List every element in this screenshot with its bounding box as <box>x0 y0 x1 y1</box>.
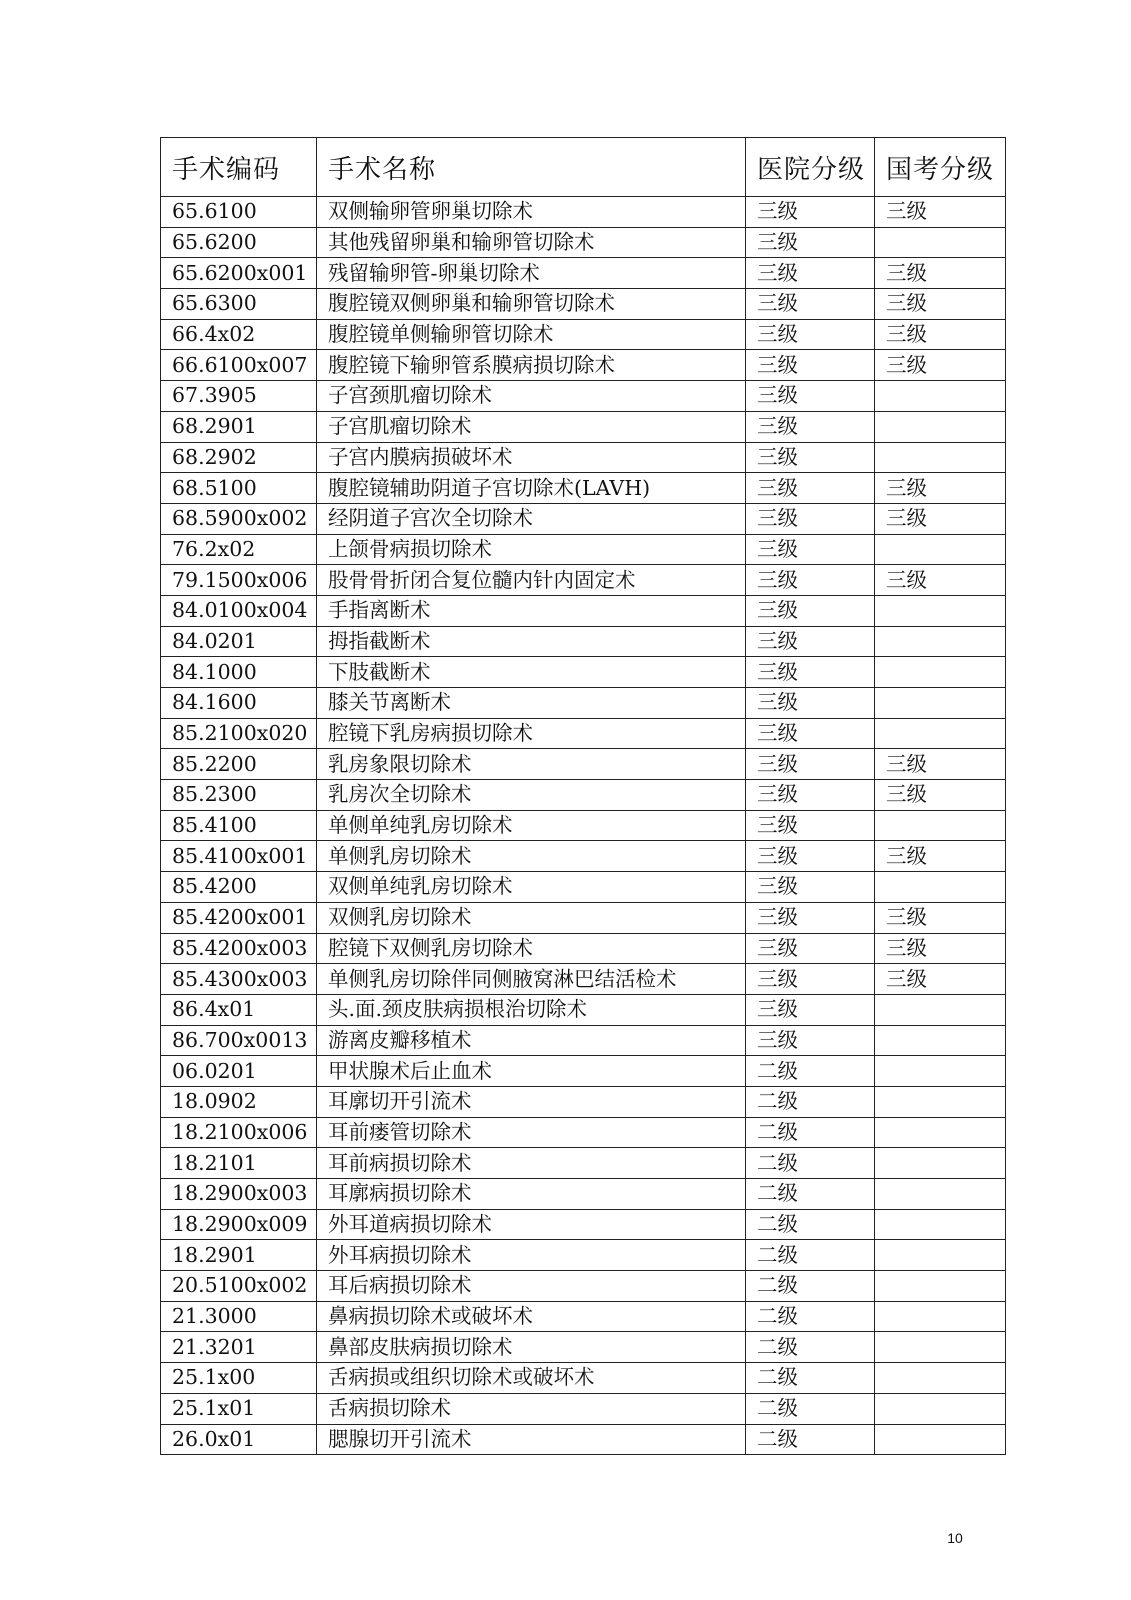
cell-code: 85.2300 <box>161 780 317 811</box>
cell-national-grade <box>875 657 1006 688</box>
cell-hospital-grade: 三级 <box>746 902 875 933</box>
table-row <box>161 1025 1006 1056</box>
table-row <box>161 1332 1006 1363</box>
table-row <box>161 319 1006 350</box>
cell-national-grade <box>875 1025 1006 1056</box>
cell-name: 子宫内膜病损破坏术 <box>317 442 746 473</box>
cell-hospital-grade: 二级 <box>746 1301 875 1332</box>
cell-national-grade <box>875 1086 1006 1117</box>
cell-national-grade: 三级 <box>875 964 1006 995</box>
cell-national-grade <box>875 994 1006 1025</box>
cell-name: 子宫颈肌瘤切除术 <box>317 381 746 412</box>
cell-national-grade: 三级 <box>875 749 1006 780</box>
table-row <box>161 657 1006 688</box>
cell-name: 单侧乳房切除术 <box>317 841 746 872</box>
cell-name: 耳廓切开引流术 <box>317 1086 746 1117</box>
cell-code: 85.2200 <box>161 749 317 780</box>
table-body <box>161 197 1006 1455</box>
cell-national-grade: 三级 <box>875 197 1006 228</box>
cell-code: 68.2901 <box>161 411 317 442</box>
cell-hospital-grade: 三级 <box>746 258 875 289</box>
cell-code: 85.4100 <box>161 810 317 841</box>
table-row <box>161 565 1006 596</box>
table-row <box>161 994 1006 1025</box>
cell-national-grade: 三级 <box>875 258 1006 289</box>
cell-code: 85.2100x020 <box>161 718 317 749</box>
cell-hospital-grade: 三级 <box>746 780 875 811</box>
cell-code: 68.2902 <box>161 442 317 473</box>
cell-hospital-grade: 三级 <box>746 841 875 872</box>
table-row <box>161 350 1006 381</box>
cell-national-grade: 三级 <box>875 350 1006 381</box>
cell-hospital-grade: 三级 <box>746 565 875 596</box>
table-row <box>161 411 1006 442</box>
table-row <box>161 1179 1006 1210</box>
cell-national-grade <box>875 1271 1006 1302</box>
cell-name: 乳房象限切除术 <box>317 749 746 780</box>
cell-hospital-grade: 三级 <box>746 534 875 565</box>
cell-name: 股骨骨折闭合复位髓内针内固定术 <box>317 565 746 596</box>
cell-hospital-grade: 二级 <box>746 1271 875 1302</box>
table-row <box>161 749 1006 780</box>
cell-code: 26.0x01 <box>161 1424 317 1455</box>
table-row <box>161 1240 1006 1271</box>
cell-hospital-grade: 二级 <box>746 1148 875 1179</box>
cell-national-grade <box>875 810 1006 841</box>
cell-national-grade <box>875 1056 1006 1087</box>
cell-code: 85.4300x003 <box>161 964 317 995</box>
cell-name: 残留输卵管-卵巢切除术 <box>317 258 746 289</box>
cell-name: 游离皮瓣移植术 <box>317 1025 746 1056</box>
cell-national-grade <box>875 718 1006 749</box>
header-national-grade: 国考分级 <box>875 138 1006 197</box>
cell-code: 18.2900x009 <box>161 1209 317 1240</box>
table-row <box>161 1117 1006 1148</box>
cell-hospital-grade: 三级 <box>746 595 875 626</box>
cell-code: 25.1x01 <box>161 1393 317 1424</box>
cell-hospital-grade: 二级 <box>746 1363 875 1394</box>
cell-hospital-grade: 三级 <box>746 964 875 995</box>
cell-code: 65.6100 <box>161 197 317 228</box>
cell-name: 甲状腺术后止血术 <box>317 1056 746 1087</box>
cell-national-grade: 三级 <box>875 780 1006 811</box>
cell-code: 67.3905 <box>161 381 317 412</box>
cell-name: 其他残留卵巢和输卵管切除术 <box>317 227 746 258</box>
cell-national-grade: 三级 <box>875 933 1006 964</box>
cell-national-grade: 三级 <box>875 319 1006 350</box>
cell-national-grade <box>875 688 1006 719</box>
cell-national-grade <box>875 1363 1006 1394</box>
cell-name: 腹腔镜双侧卵巢和输卵管切除术 <box>317 289 746 320</box>
table-row <box>161 1363 1006 1394</box>
cell-hospital-grade: 三级 <box>746 503 875 534</box>
cell-hospital-grade: 三级 <box>746 1025 875 1056</box>
cell-hospital-grade: 二级 <box>746 1209 875 1240</box>
cell-name: 单侧乳房切除伴同侧腋窝淋巴结活检术 <box>317 964 746 995</box>
header-code: 手术编码 <box>161 138 317 197</box>
cell-code: 85.4200x001 <box>161 902 317 933</box>
cell-national-grade <box>875 872 1006 903</box>
table-row <box>161 381 1006 412</box>
cell-national-grade <box>875 442 1006 473</box>
cell-hospital-grade: 三级 <box>746 473 875 504</box>
cell-code: 25.1x00 <box>161 1363 317 1394</box>
table-row <box>161 534 1006 565</box>
cell-name: 舌病损切除术 <box>317 1393 746 1424</box>
cell-hospital-grade: 三级 <box>746 718 875 749</box>
table-row <box>161 688 1006 719</box>
cell-code: 68.5900x002 <box>161 503 317 534</box>
cell-national-grade: 三级 <box>875 289 1006 320</box>
table-row <box>161 1393 1006 1424</box>
cell-name: 乳房次全切除术 <box>317 780 746 811</box>
page-number: 10 <box>947 1530 963 1546</box>
cell-code: 66.6100x007 <box>161 350 317 381</box>
cell-hospital-grade: 三级 <box>746 994 875 1025</box>
cell-name: 手指离断术 <box>317 595 746 626</box>
table-row <box>161 933 1006 964</box>
table-row <box>161 473 1006 504</box>
cell-name: 单侧单纯乳房切除术 <box>317 810 746 841</box>
cell-name: 双侧单纯乳房切除术 <box>317 872 746 903</box>
cell-national-grade <box>875 1301 1006 1332</box>
table-row <box>161 872 1006 903</box>
cell-code: 84.0100x004 <box>161 595 317 626</box>
cell-hospital-grade: 三级 <box>746 688 875 719</box>
cell-hospital-grade: 三级 <box>746 933 875 964</box>
cell-hospital-grade: 三级 <box>746 197 875 228</box>
cell-name: 双侧输卵管卵巢切除术 <box>317 197 746 228</box>
cell-hospital-grade: 三级 <box>746 810 875 841</box>
cell-code: 85.4100x001 <box>161 841 317 872</box>
cell-code: 20.5100x002 <box>161 1271 317 1302</box>
cell-name: 经阴道子宫次全切除术 <box>317 503 746 534</box>
cell-hospital-grade: 二级 <box>746 1117 875 1148</box>
cell-name: 子宫肌瘤切除术 <box>317 411 746 442</box>
cell-code: 06.0201 <box>161 1056 317 1087</box>
cell-hospital-grade: 三级 <box>746 381 875 412</box>
cell-name: 腹腔镜辅助阴道子宫切除术(LAVH) <box>317 473 746 504</box>
cell-code: 85.4200 <box>161 872 317 903</box>
procedure-table <box>160 137 1006 1455</box>
cell-code: 76.2x02 <box>161 534 317 565</box>
cell-national-grade <box>875 1332 1006 1363</box>
header-name: 手术名称 <box>317 138 746 197</box>
cell-hospital-grade: 二级 <box>746 1393 875 1424</box>
cell-code: 66.4x02 <box>161 319 317 350</box>
cell-code: 18.2101 <box>161 1148 317 1179</box>
cell-code: 85.4200x003 <box>161 933 317 964</box>
cell-national-grade <box>875 595 1006 626</box>
cell-national-grade: 三级 <box>875 473 1006 504</box>
cell-code: 79.1500x006 <box>161 565 317 596</box>
cell-code: 18.2900x003 <box>161 1179 317 1210</box>
cell-name: 耳廓病损切除术 <box>317 1179 746 1210</box>
cell-national-grade <box>875 1393 1006 1424</box>
table-row <box>161 595 1006 626</box>
cell-code: 18.0902 <box>161 1086 317 1117</box>
cell-name: 上颌骨病损切除术 <box>317 534 746 565</box>
cell-code: 21.3000 <box>161 1301 317 1332</box>
cell-national-grade <box>875 1209 1006 1240</box>
cell-national-grade <box>875 1148 1006 1179</box>
cell-national-grade <box>875 626 1006 657</box>
cell-code: 84.1000 <box>161 657 317 688</box>
cell-name: 外耳道病损切除术 <box>317 1209 746 1240</box>
table-row <box>161 1209 1006 1240</box>
cell-name: 耳前病损切除术 <box>317 1148 746 1179</box>
cell-national-grade <box>875 1117 1006 1148</box>
cell-code: 86.700x0013 <box>161 1025 317 1056</box>
cell-code: 18.2100x006 <box>161 1117 317 1148</box>
cell-name: 头.面.颈皮肤病损根治切除术 <box>317 994 746 1025</box>
cell-hospital-grade: 三级 <box>746 626 875 657</box>
cell-national-grade <box>875 1179 1006 1210</box>
cell-national-grade <box>875 1240 1006 1271</box>
cell-hospital-grade: 二级 <box>746 1056 875 1087</box>
cell-name: 双侧乳房切除术 <box>317 902 746 933</box>
table-row <box>161 503 1006 534</box>
table-row <box>161 442 1006 473</box>
cell-national-grade: 三级 <box>875 565 1006 596</box>
cell-name: 耳前瘘管切除术 <box>317 1117 746 1148</box>
cell-hospital-grade: 三级 <box>746 289 875 320</box>
table-row <box>161 1271 1006 1302</box>
table-row <box>161 258 1006 289</box>
cell-national-grade: 三级 <box>875 902 1006 933</box>
cell-name: 耳后病损切除术 <box>317 1271 746 1302</box>
cell-national-grade: 三级 <box>875 841 1006 872</box>
table-header-row <box>161 138 1006 197</box>
cell-name: 拇指截断术 <box>317 626 746 657</box>
cell-code: 18.2901 <box>161 1240 317 1271</box>
cell-national-grade <box>875 1424 1006 1455</box>
cell-code: 65.6200 <box>161 227 317 258</box>
cell-name: 外耳病损切除术 <box>317 1240 746 1271</box>
cell-national-grade <box>875 534 1006 565</box>
cell-name: 腹腔镜单侧输卵管切除术 <box>317 319 746 350</box>
table-row <box>161 1424 1006 1455</box>
table-row <box>161 780 1006 811</box>
cell-code: 21.3201 <box>161 1332 317 1363</box>
table-row <box>161 1301 1006 1332</box>
cell-code: 65.6300 <box>161 289 317 320</box>
table-row <box>161 227 1006 258</box>
cell-hospital-grade: 三级 <box>746 227 875 258</box>
cell-name: 舌病损或组织切除术或破坏术 <box>317 1363 746 1394</box>
header-hospital-grade: 医院分级 <box>746 138 875 197</box>
cell-hospital-grade: 二级 <box>746 1424 875 1455</box>
table-row <box>161 841 1006 872</box>
cell-hospital-grade: 二级 <box>746 1179 875 1210</box>
cell-name: 腹腔镜下输卵管系膜病损切除术 <box>317 350 746 381</box>
cell-code: 84.0201 <box>161 626 317 657</box>
cell-hospital-grade: 三级 <box>746 319 875 350</box>
cell-name: 腔镜下乳房病损切除术 <box>317 718 746 749</box>
cell-national-grade: 三级 <box>875 503 1006 534</box>
cell-name: 腮腺切开引流术 <box>317 1424 746 1455</box>
cell-name: 腔镜下双侧乳房切除术 <box>317 933 746 964</box>
table-row <box>161 1056 1006 1087</box>
cell-name: 膝关节离断术 <box>317 688 746 719</box>
cell-hospital-grade: 三级 <box>746 350 875 381</box>
cell-hospital-grade: 二级 <box>746 1086 875 1117</box>
cell-name: 鼻部皮肤病损切除术 <box>317 1332 746 1363</box>
cell-code: 86.4x01 <box>161 994 317 1025</box>
table-row <box>161 964 1006 995</box>
cell-hospital-grade: 二级 <box>746 1240 875 1271</box>
table-row <box>161 810 1006 841</box>
table-row <box>161 289 1006 320</box>
cell-code: 84.1600 <box>161 688 317 719</box>
cell-hospital-grade: 三级 <box>746 657 875 688</box>
cell-hospital-grade: 三级 <box>746 872 875 903</box>
cell-national-grade <box>875 227 1006 258</box>
cell-name: 鼻病损切除术或破坏术 <box>317 1301 746 1332</box>
cell-code: 65.6200x001 <box>161 258 317 289</box>
cell-national-grade <box>875 381 1006 412</box>
table-row <box>161 1148 1006 1179</box>
cell-hospital-grade: 三级 <box>746 442 875 473</box>
cell-hospital-grade: 三级 <box>746 411 875 442</box>
cell-hospital-grade: 三级 <box>746 749 875 780</box>
cell-hospital-grade: 二级 <box>746 1332 875 1363</box>
table-row <box>161 197 1006 228</box>
table-row <box>161 1086 1006 1117</box>
cell-name: 下肢截断术 <box>317 657 746 688</box>
cell-national-grade <box>875 411 1006 442</box>
cell-code: 68.5100 <box>161 473 317 504</box>
table-row <box>161 626 1006 657</box>
table-row <box>161 718 1006 749</box>
table-row <box>161 902 1006 933</box>
